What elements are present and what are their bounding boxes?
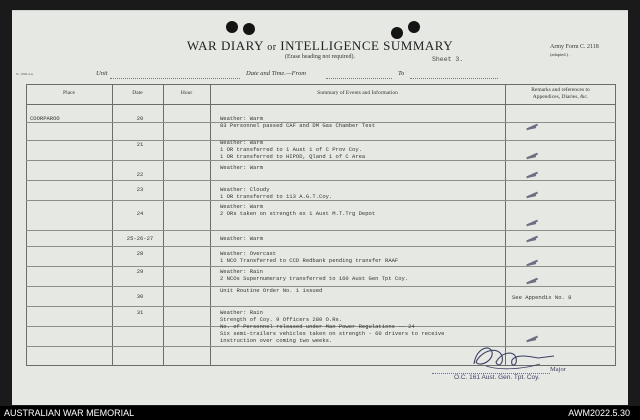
summary-line: Weather: Warm	[220, 235, 263, 242]
footer-reference: AWM2022.5.30	[568, 408, 630, 418]
table-cell-date: 29	[136, 268, 144, 275]
signature-unit: O.C. 161 Aust. Gen. Tpt. Coy.	[454, 374, 540, 381]
summary-line: 2 NCOs Supernumerary transferred to 160 Aust Gen Tpt Coy.	[220, 275, 409, 282]
row-divider	[26, 246, 616, 247]
check-mark-icon	[526, 172, 538, 177]
remarks-header-line-1: Remarks and references to	[531, 87, 590, 93]
column-header-remarks	[505, 87, 616, 101]
table-cell-summary	[220, 186, 508, 200]
table-cell-summary	[220, 115, 508, 129]
table-cell-summary	[220, 309, 508, 344]
check-mark-icon	[526, 260, 538, 265]
from-line	[326, 78, 392, 79]
army-form-note: (adapted.) .	[550, 52, 571, 57]
to-line	[410, 78, 498, 79]
table-cell-date: 31	[136, 309, 144, 316]
summary-line: Unit Routine Order No. 1 issued	[220, 287, 323, 294]
summary-line: Weather: Rain	[220, 309, 263, 316]
check-mark-icon	[526, 124, 538, 129]
check-mark-icon	[526, 236, 538, 241]
column-divider	[112, 84, 113, 366]
summary-line: Weather: Rain	[220, 268, 263, 275]
summary-line: Weather: Warm	[220, 203, 263, 210]
row-divider	[26, 200, 616, 201]
army-form-number: Army Form C. 2118	[550, 44, 599, 50]
row-divider	[26, 160, 616, 161]
row-divider	[26, 306, 616, 307]
footer-archive-name: AUSTRALIAN WAR MEMORIAL	[4, 408, 135, 418]
table-cell-summary	[220, 139, 508, 160]
table-cell-date: 24	[136, 210, 144, 217]
table-cell-date: 20	[136, 115, 144, 122]
summary-line: 1 OR transferred to 113 A.G.T.Coy.	[220, 193, 333, 200]
archive-footer	[0, 406, 640, 420]
table-cell-date: 23	[136, 186, 144, 193]
summary-line: No. of Personnel released under Man Power Regulations -- 24	[220, 323, 415, 330]
column-header-date: Date	[132, 90, 143, 96]
summary-line: Weather: Warm	[220, 115, 263, 122]
table-cell-summary	[220, 164, 508, 171]
summary-line: 1 NCO Transferred to CCD Redbank pending transfer RAAF	[220, 257, 399, 264]
signature-rank: Major	[550, 366, 566, 373]
table-cell-remarks: See Appendix No. 8	[512, 294, 572, 301]
punch-hole	[226, 21, 238, 33]
table-cell-date: 28	[136, 250, 144, 257]
check-mark-icon	[526, 278, 538, 283]
unit-line	[110, 78, 240, 79]
table-cell-date: 22	[136, 171, 144, 178]
summary-line: Weather: Warm	[220, 164, 263, 171]
to-label: To	[398, 70, 405, 77]
army-form-label	[550, 43, 630, 59]
sheet-number: Sheet 3.	[432, 56, 464, 63]
column-header-place: Place	[63, 90, 75, 96]
date-time-label: Date and Time.—From	[246, 70, 306, 77]
row-divider	[26, 230, 616, 231]
form-code: N. 1006 AA	[16, 72, 34, 76]
handwritten-signature	[468, 338, 558, 372]
table-cell-date: 25-26-27	[126, 235, 154, 242]
column-divider	[210, 84, 211, 366]
column-header-summary: Summary of Events and Information	[317, 90, 398, 96]
table-cell-date: 30	[136, 293, 144, 300]
summary-line: Weather: Overcast	[220, 250, 277, 257]
table-cell-place: COORPAROO	[30, 115, 60, 122]
table-cell-summary	[220, 235, 508, 242]
punch-hole	[408, 21, 420, 33]
remarks-header-line-2: Appendices, Diaries, &c.	[532, 94, 589, 100]
unit-label: Unit	[96, 70, 108, 77]
summary-line: instruction over coming two weeks.	[220, 337, 333, 344]
row-divider	[26, 180, 616, 181]
title-war-diary: WAR DIARY	[186, 38, 264, 53]
summary-line: Weather: Cloudy	[220, 186, 270, 193]
title-intelligence-summary: INTELLIGENCE SUMMARY	[280, 38, 454, 53]
title-or: or	[267, 42, 277, 53]
table-cell-summary	[220, 203, 508, 217]
form-subtitle: (Erase heading not required).	[285, 54, 355, 60]
table-cell-summary	[220, 250, 508, 264]
row-divider	[26, 266, 616, 267]
check-mark-icon	[526, 153, 538, 158]
column-divider	[163, 84, 164, 366]
table-cell-date: 21	[136, 141, 144, 148]
summary-line: 1 OR transferred to HIPOD, Qland 1 of C Area	[220, 153, 366, 160]
header-divider	[26, 104, 616, 105]
table-cell-summary	[220, 268, 508, 282]
table-cell-summary	[220, 287, 508, 294]
summary-line: Six semi-trailers vehicles taken on strength - 60 drivers to receive	[220, 330, 445, 337]
check-mark-icon	[526, 192, 538, 197]
punch-hole	[243, 23, 255, 35]
summary-line: 1 OR transferred to 1 Aust 1 of C Prov Coy.	[220, 146, 362, 153]
form-title	[0, 38, 640, 54]
summary-line: 2 ORs taken on strength ex 1 Aust M.T.Trg Depot	[220, 210, 376, 217]
check-mark-icon	[526, 220, 538, 225]
summary-line: 83 Personnel passed CAF and DM Gas Chamber Test	[220, 122, 376, 129]
summary-line: Strength of Coy. 9 Officers 280 O.Rs.	[220, 316, 343, 323]
summary-line: Weather: Warm	[220, 139, 263, 146]
column-header-hour: Hour	[180, 90, 193, 96]
